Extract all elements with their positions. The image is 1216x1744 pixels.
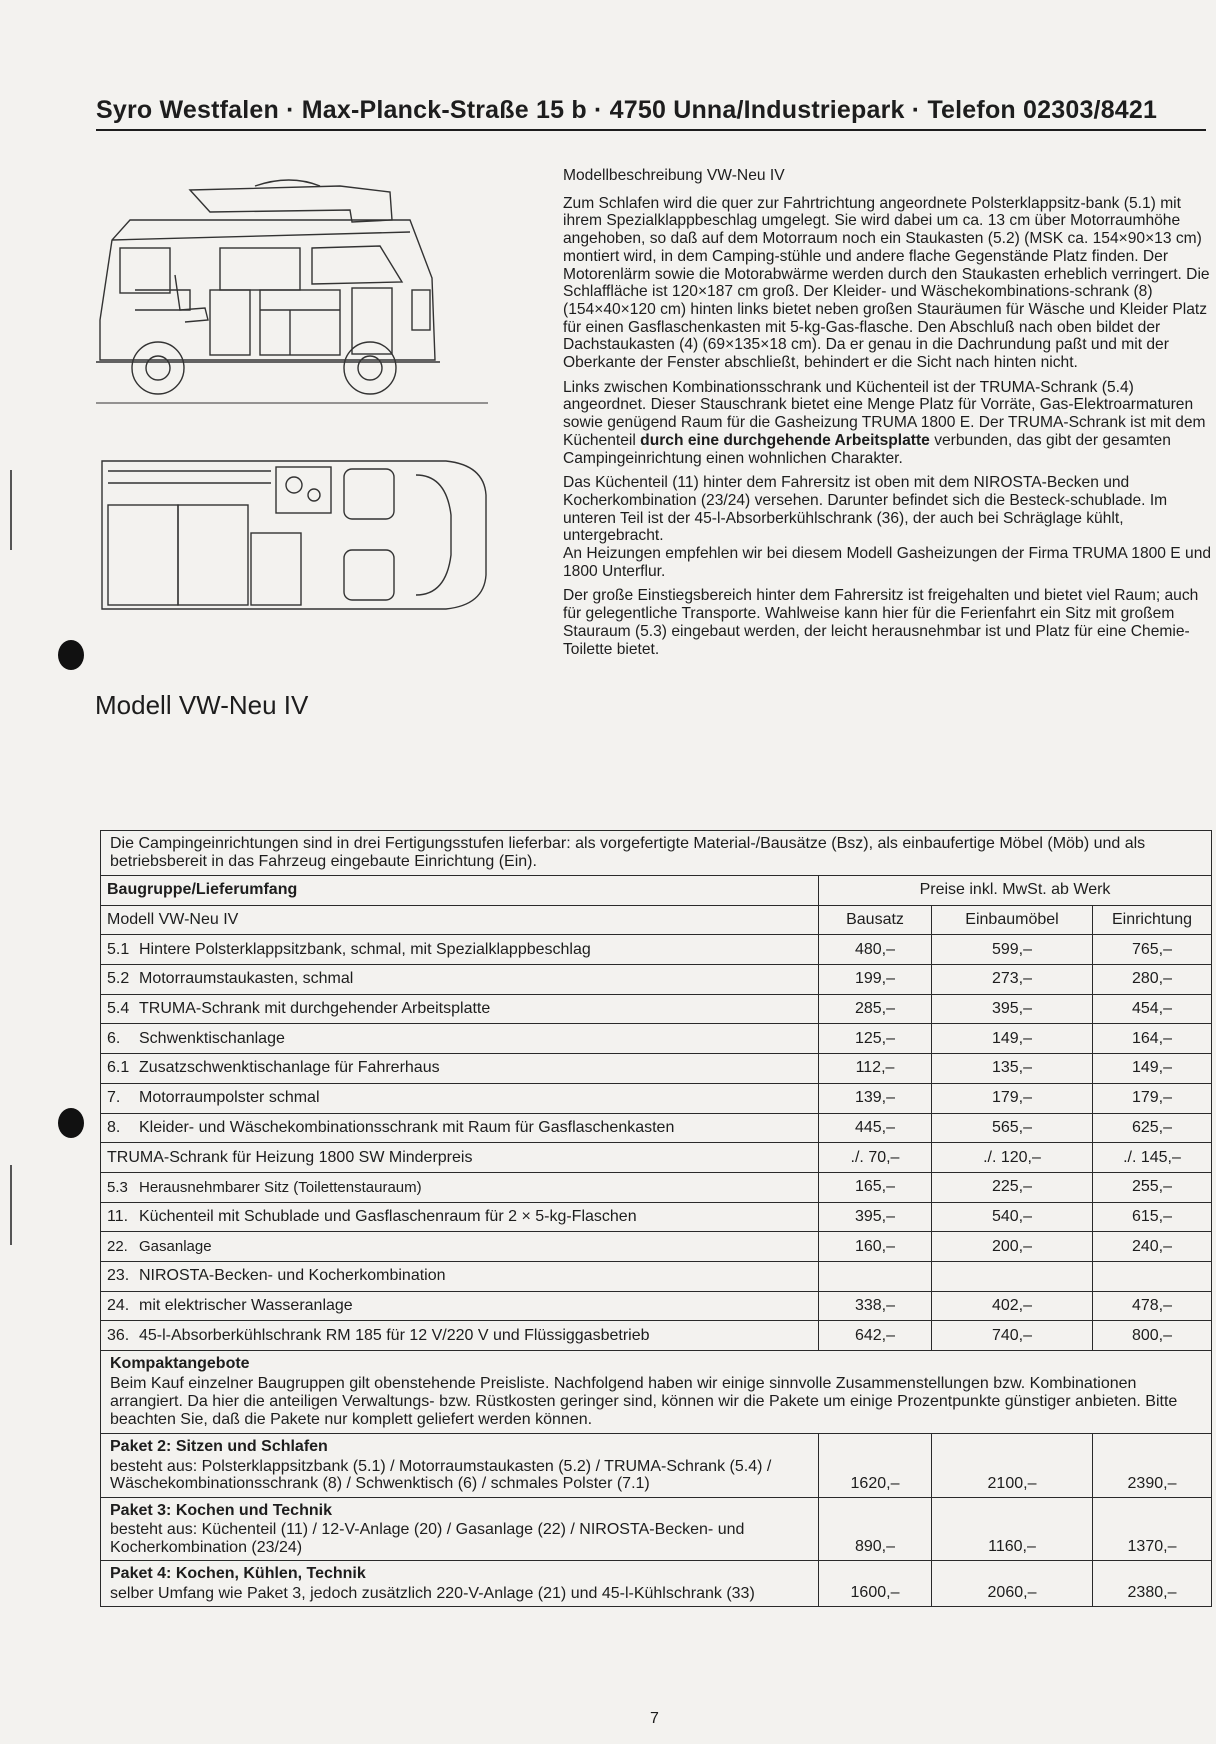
page-number: 7: [650, 1710, 659, 1727]
table-row: 23. NIROSTA-Becken- und Kocherkombination: [101, 1261, 1212, 1291]
table-row: 8. Kleider- und Wäschekombinationsschrank mit Raum für Gasflaschenkasten 445,– 565,– 625,–: [101, 1113, 1212, 1143]
col-einbaumoebel: Einbaumöbel: [932, 905, 1093, 935]
table-row: 7. Motorraumpolster schmal 139,– 179,– 179,–: [101, 1083, 1212, 1113]
table-row: 5.4 TRUMA-Schrank mit durchgehender Arbeitsplatte 285,– 395,– 454,–: [101, 994, 1212, 1024]
model-title: Modell VW-Neu IV: [95, 690, 309, 720]
table-row: 36. 45-l-Absorberkühlschrank RM 185 für 12 V/220 V und Flüssiggasbetrieb 642,– 740,– 800,–: [101, 1321, 1212, 1351]
prices-header: Preise inkl. MwSt. ab Werk: [819, 876, 1212, 906]
table-row: TRUMA-Schrank für Heizung 1800 SW Minderpreis ./. 70,– ./. 120,– ./. 145,–: [101, 1143, 1212, 1173]
table-row: 5.1 Hintere Polsterklappsitzbank, schmal, mit Spezialklappbeschlag 480,– 599,– 765,–: [101, 935, 1212, 965]
description-paragraph: An Heizungen empfehlen wir bei diesem Modell Gasheizungen der Firma TRUMA 1800 E und 1800 Unterflur.: [563, 545, 1212, 580]
model-description: [563, 167, 1213, 665]
description-paragraph: Der große Einstiegsbereich hinter dem Fahrersitz ist freigehalten und bietet viel Raum; auch für gelegentliche Transporte. Wahlweise kann hier für die Ferienfahrt ein Sitz mit großem Stauraum (5.3) eingebaut werden, der leicht herausnehmbar ist und Platz für eine Chemie-Toilette bietet.: [563, 587, 1199, 658]
description-paragraph: Zum Schlafen wird die quer zur Fahrtrichtung angeordnete Polsterklappsitz-bank (5.1) mit ihrem Spezialklappbeschlag umgelegt. Sie wird dabei um ca. 13 cm über Motorraumhöhe angehoben, so daß auf dem Motorraum noch ein Staukasten (5.2) (MSK ca. 154×90×13 cm) montiert wird, in dem Camping-stühle und andere flache Gegenstände Platz finden. Der Motorenlärm sowie die Motorabwärme werden durch den Staukasten erheblich verringert. Die Schlaffläche ist 120×187 cm groß. Der Kleider- und Wäschekombinations-schrank (8) (154×40×120 cm) hinten links bietet neben großen Stauräumen für Wäsche und Kleider Platz für einen Gasflaschenkasten mit 5-kg-Gas-flasche. Den Abschluß nach oben bildet der Dachstaukasten (4) (69×135×18 cm). Da er genau in die Dachrundung paßt und mit der Oberkante der Fenster abschließt, behindert er die Sicht nach hinten nicht.: [563, 194, 1210, 372]
col-einrichtung: Einrichtung: [1093, 905, 1212, 935]
table-row: 22. Gasanlage 160,– 200,– 240,–: [101, 1232, 1212, 1262]
paket-row: Paket 4: Kochen, Kühlen, Technik selber Umfang wie Paket 3, jedoch zusätzlich 220-V-Anlage (21) und 45-l-Kühlschrank (33) 1600,– 2060,– 2380,–: [101, 1561, 1212, 1607]
description-paragraph: Das Küchenteil (11) hinter dem Fahrersitz ist oben mit dem NIROSTA-Becken und Kocherkombination (23/24) versehen. Darunter befindet sich die Besteck-schublade. Im unteren Teil ist der 45-l-Absorberkühlschrank (36), der auch bei Schräglage kühlt, untergebracht.: [563, 474, 1168, 545]
page-header: Syro Westfalen · Max-Planck-Straße 15 b · 4750 Unna/Industriepark · Telefon 02303/8421: [96, 96, 1206, 131]
binder-mark: [10, 1165, 12, 1245]
description-paragraph: Links zwischen Kombinationsschrank und Küchenteil ist der TRUMA-Schrank (5.4) angeordnet. Dieser Stauschrank bietet eine Menge Platz für Vorräte, Gas-Elektroarmaturen sowie genügend Raum für die Gasheizung TRUMA 1800 E. Der TRUMA-Schrank ist mit dem Küchenteil durch eine durchgehende Arbeitsplatte verbunden, das gibt der gesamten Campingeinrichtung einen wohnlichen Charakter.: [563, 378, 1206, 467]
binder-mark: [10, 470, 12, 550]
table-row: 6. Schwenktischanlage 125,– 149,– 164,–: [101, 1024, 1212, 1054]
model-label: Modell VW-Neu IV: [101, 905, 819, 935]
table-row: 11. Küchenteil mit Schublade und Gasflaschenraum für 2 × 5-kg-Flaschen 395,– 540,– 615,–: [101, 1202, 1212, 1232]
van-side-view-drawing: [90, 170, 490, 410]
punch-hole-lower: [58, 1108, 84, 1138]
kompakt-section: Kompaktangebote Beim Kauf einzelner Baugruppen gilt obenstehende Preisliste. Nachfolgend haben wir einige sinnvolle Zusammenstellungen bzw. Kombinationen arrangiert. Da hier die anteiligen Verwaltungs- bzw. Rüstkosten geringer sind, können wir die Pakete um einige Prozentpunkte günstiger anbieten. Bitte beachten Sie, daß die Pakete nur komplett geliefert werden können.: [101, 1351, 1212, 1434]
table-intro: Die Campingeinrichtungen sind in drei Fertigungsstufen lieferbar: als vorgefertigte Material-/Bausätze (Bsz), als einbaufertige Möbel (Möb) und als betriebsbereit in das Fahrzeug eingebaute Einrichtung (Ein).: [101, 831, 1212, 876]
table-row: 24. mit elektrischer Wasseranlage 338,– 402,– 478,–: [101, 1291, 1212, 1321]
van-floor-plan-drawing: [96, 455, 488, 615]
paket-row: Paket 2: Sitzen und Schlafen besteht aus: Polsterklappsitzbank (5.1) / Motorraumstaukasten (5.2) / TRUMA-Schrank (5.4) / Wäschekombinationsschrank (8) / Schwenktisch (6) / schmales Polster (7.1) 1620,– 2100,– 2390,–: [101, 1434, 1212, 1498]
description-heading: Modellbeschreibung VW-Neu IV: [563, 167, 785, 184]
col-bausatz: Bausatz: [819, 905, 932, 935]
table-row: 6.1 Zusatzschwenktischanlage für Fahrerhaus 112,– 135,– 149,–: [101, 1054, 1212, 1084]
price-table: [100, 830, 1212, 1607]
punch-hole-upper: [58, 640, 84, 670]
table-row: 5.3 Herausnehmbarer Sitz (Toilettenstauraum) 165,– 225,– 255,–: [101, 1172, 1212, 1202]
table-row: 5.2 Motorraumstaukasten, schmal 199,– 273,– 280,–: [101, 965, 1212, 995]
paket-row: Paket 3: Kochen und Technik besteht aus: Küchenteil (11) / 12-V-Anlage (20) / Gasanlage (22) / NIROSTA-Becken- und Kocherkombination (23/24) 890,– 1160,– 1370,–: [101, 1497, 1212, 1561]
group-header: Baugruppe/Lieferumfang: [101, 876, 819, 906]
